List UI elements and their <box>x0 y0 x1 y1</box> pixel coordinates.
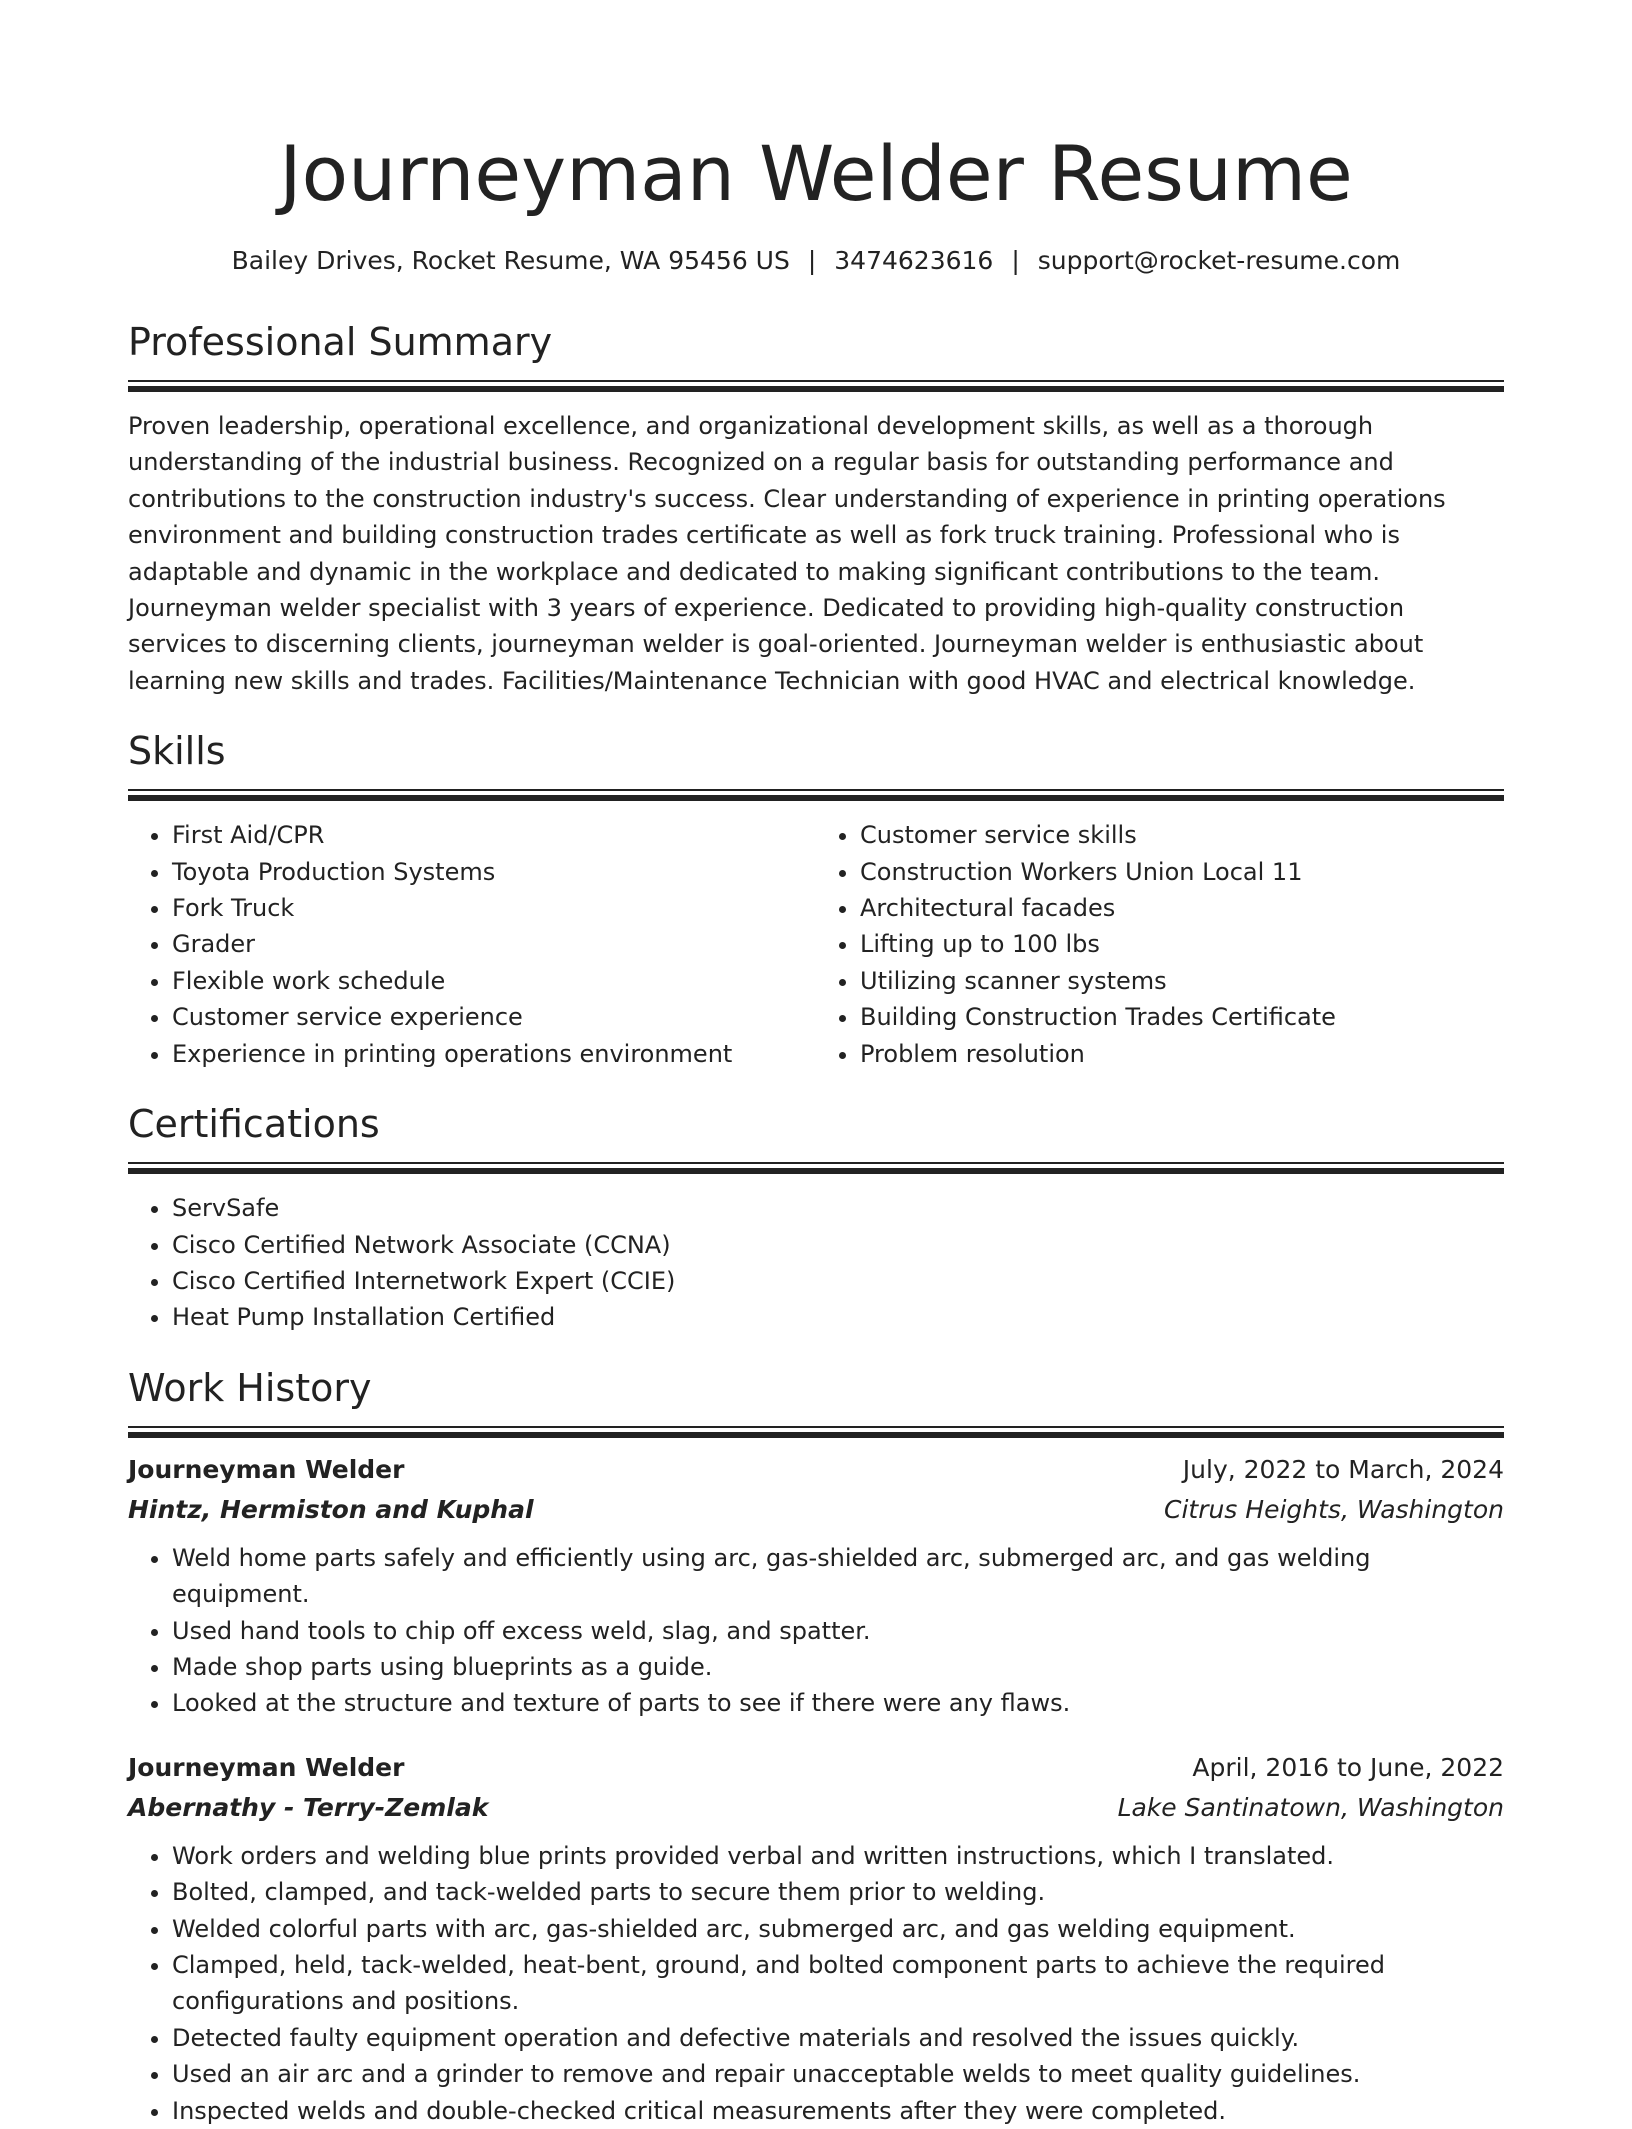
list-item: • Detected faulty equipment operation and defective materials and resolved the issues quickly. <box>172 2020 1504 2056</box>
contact-separator: | <box>807 246 817 275</box>
job-subheader <box>128 1490 1504 1530</box>
section-divider <box>128 1426 1504 1428</box>
list-item: • ServSafe <box>172 1190 1504 1226</box>
certifications-section <box>128 1098 1504 1336</box>
skills-section <box>128 725 1504 1072</box>
section-divider <box>128 789 1504 791</box>
summary-section <box>128 316 1504 699</box>
job-entry <box>128 1748 1504 2129</box>
list-item: • Customer service experience <box>172 999 816 1035</box>
job-header <box>128 1748 1504 1788</box>
list-item: • Cisco Certified Network Associate (CCNA) <box>172 1227 1504 1263</box>
list-item: • Utilizing scanner systems <box>860 963 1504 999</box>
list-item: • Flexible work schedule <box>172 963 816 999</box>
summary-text: Proven leadership, operational excellence, and organizational development skills, as well as a thorough understanding of the industrial business. Recognized on a regular basis for outstanding performance and contributions to the construction industry's success. Clear understanding of experience in printing operations environment and building construction trades certificate as well as fork truck training. Professional who is adaptable and dynamic in the workplace and dedicated to making significant contributions to the team. Journeyman welder specialist with 3 years of experience. Dedicated to providing high-quality construction services to discerning clients, journeyman welder is goal-oriented. Journeyman welder is enthusiastic about learning new skills and trades. Facilities/Maintenance Technician with good HVAC and electrical knowledge. <box>128 412 1446 695</box>
contact-separator: | <box>1011 246 1020 275</box>
contact-address: Bailey Drives, Rocket Resume, WA 95456 US <box>231 246 790 275</box>
job-bullets <box>128 1838 1504 2129</box>
list-item: • First Aid/CPR <box>172 817 816 853</box>
job-company: Abernathy - Terry-Zemlak <box>128 1792 489 1822</box>
job-dates: April, 2016 to June, 2022 <box>1192 1752 1504 1782</box>
contact-phone: 3474623616 <box>834 246 994 275</box>
list-item: • Grader <box>172 926 816 962</box>
list-item: • Problem resolution <box>860 1036 1504 1072</box>
certifications-heading: Certifications <box>128 1102 380 1147</box>
work-history-heading: Work History <box>128 1365 372 1410</box>
skills-heading: Skills <box>128 729 226 774</box>
summary-heading: Professional Summary <box>128 320 553 364</box>
list-item: • Architectural facades <box>860 890 1504 926</box>
job-title: Journeyman Welder <box>128 1752 405 1782</box>
certifications-list <box>128 1190 1504 1336</box>
list-item: • Used hand tools to chip off excess weld, slag, and spatter. <box>172 1613 1504 1649</box>
job-company: Hintz, Hermiston and Kuphal <box>128 1494 534 1524</box>
list-item: • Work orders and welding blue prints provided verbal and written instructions, which I translated. <box>172 1838 1504 1874</box>
skills-grid <box>128 817 1504 1072</box>
job-dates: July, 2022 to March, 2024 <box>1182 1454 1504 1484</box>
section-divider <box>128 1162 1504 1164</box>
list-item: • Used an air arc and a grinder to remove and repair unacceptable welds to meet quality guidelines. <box>172 2056 1504 2092</box>
list-item: • Customer service skills <box>860 817 1504 853</box>
job-title: Journeyman Welder <box>128 1454 405 1484</box>
jobs-list <box>128 1450 1504 2129</box>
list-item: • Building Construction Trades Certificate <box>860 999 1504 1035</box>
job-entry <box>128 1450 1504 1722</box>
skills-list-left <box>128 817 816 1072</box>
job-bullets <box>128 1540 1504 1722</box>
job-subheader <box>128 1788 1504 1828</box>
contact-line <box>128 244 1504 278</box>
list-item: • Heat Pump Installation Certified <box>172 1299 1504 1335</box>
list-item: • Made shop parts using blueprints as a guide. <box>172 1649 1504 1685</box>
list-item: • Toyota Production Systems <box>172 854 816 890</box>
job-header <box>128 1450 1504 1490</box>
list-item: • Lifting up to 100 lbs <box>860 926 1504 962</box>
resume-title: Journeyman Welder Resume <box>279 129 1353 218</box>
list-item: • Clamped, held, tack-welded, heat-bent, ground, and bolted component parts to achieve the required configurations and positions. <box>172 1947 1504 2020</box>
job-location: Citrus Heights, Washington <box>1163 1494 1504 1524</box>
list-item: • Bolted, clamped, and tack-welded parts to secure them prior to welding. <box>172 1874 1504 1910</box>
list-item: • Looked at the structure and texture of parts to see if there were any flaws. <box>172 1685 1504 1721</box>
list-item: • Experience in printing operations environment <box>172 1036 816 1072</box>
skills-list-right <box>816 817 1504 1072</box>
list-item: • Fork Truck <box>172 890 816 926</box>
list-item: • Cisco Certified Internetwork Expert (CCIE) <box>172 1263 1504 1299</box>
list-item: • Welded colorful parts with arc, gas-shielded arc, submerged arc, and gas welding equipment. <box>172 1911 1504 1947</box>
section-divider <box>128 380 1504 382</box>
contact-email: support@rocket-resume.com <box>1037 246 1401 275</box>
job-location: Lake Santinatown, Washington <box>1117 1792 1504 1822</box>
list-item: • Weld home parts safely and efficiently using arc, gas-shielded arc, submerged arc, and gas welding equipment. <box>172 1540 1504 1613</box>
list-item: • Construction Workers Union Local 11 <box>860 854 1504 890</box>
work-history-section <box>128 1362 1504 2129</box>
list-item: • Inspected welds and double-checked critical measurements after they were completed. <box>172 2093 1504 2129</box>
